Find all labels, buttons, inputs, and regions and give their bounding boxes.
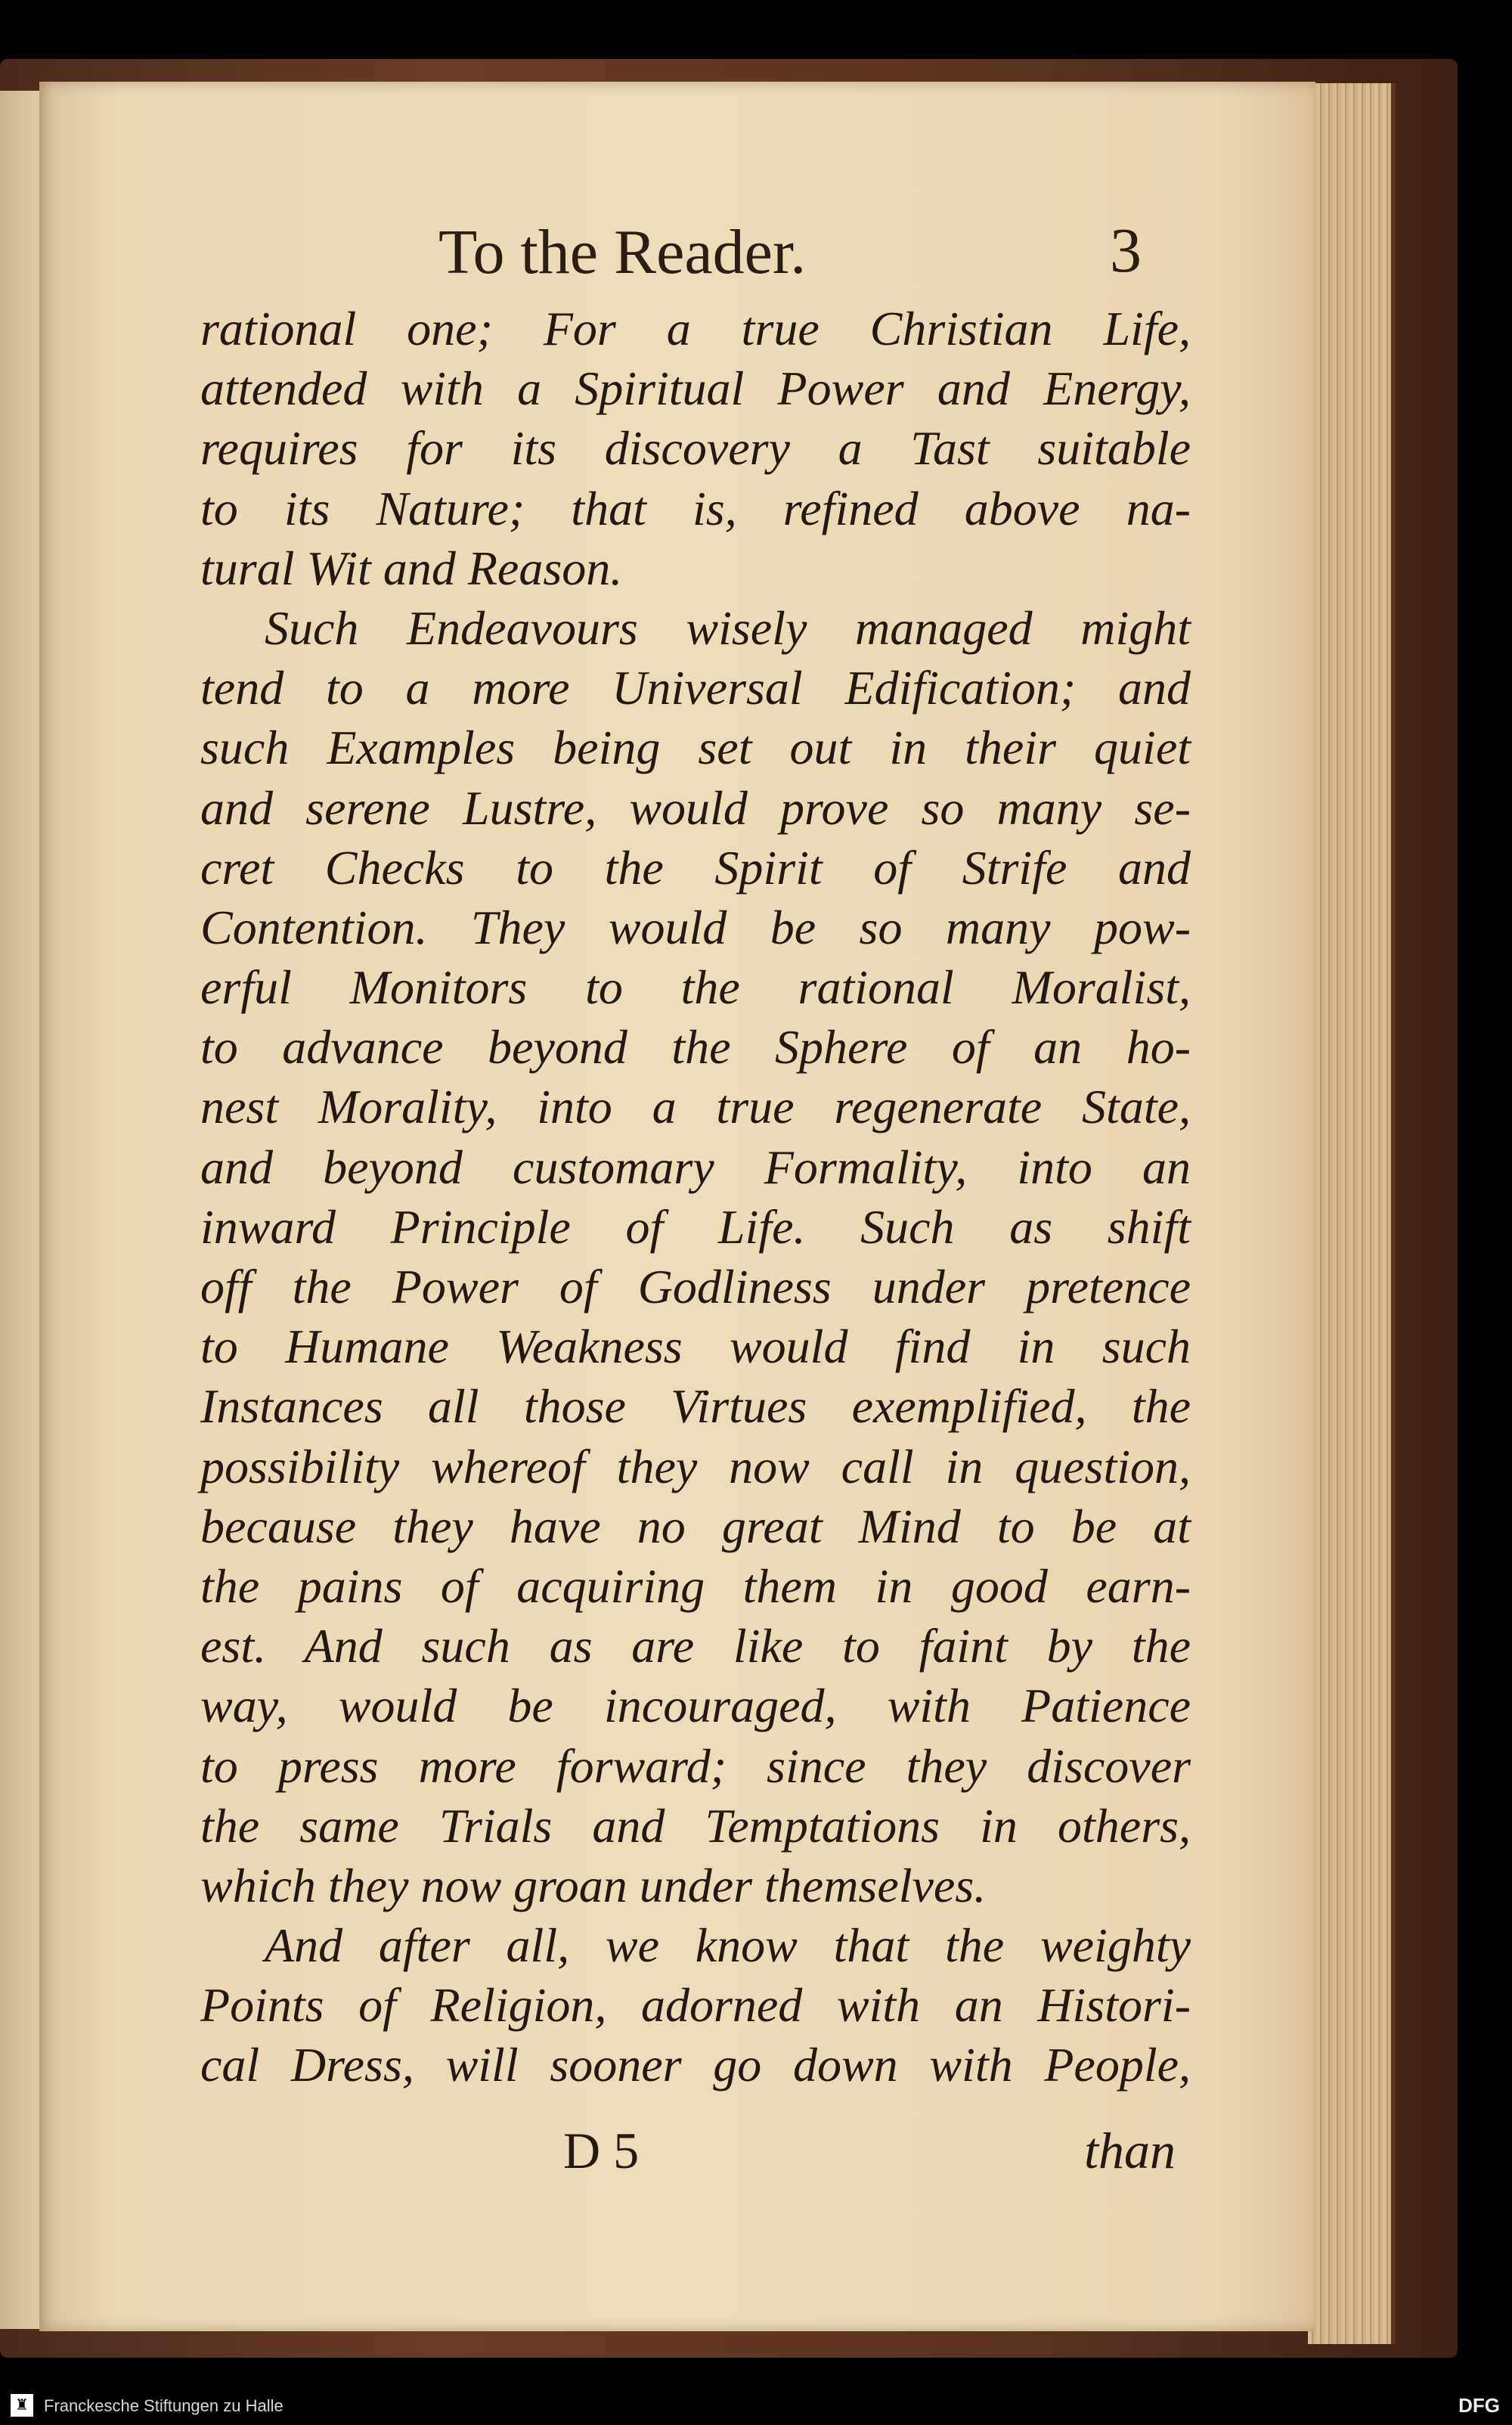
- text-line: inward Principle of Life. Such as shift: [200, 1199, 1191, 1254]
- text-line: tend to a more Universal Edification; and: [200, 661, 1191, 715]
- text-line: requires for its discovery a Tast suitable: [200, 421, 1191, 476]
- text-line: rational one; For a true Christian Life,: [200, 302, 1191, 355]
- facing-page-edge: [0, 91, 45, 2329]
- footer-institution: Franckesche Stiftungen zu Halle: [44, 2396, 284, 2415]
- text-line: the pains of acquiring them in good earn-: [200, 1558, 1191, 1613]
- body-text: [200, 299, 1191, 2095]
- signature-line: [563, 2121, 1176, 2181]
- text-line: erful Monitors to the rational Moralist,: [200, 960, 1191, 1015]
- text-line: and beyond customary Formality, into an: [200, 1140, 1191, 1194]
- page-number: 3: [1110, 216, 1142, 286]
- text-line: nest Morality, into a true regenerate State,: [200, 1080, 1191, 1134]
- text-line: the same Trials and Temptations in others,: [200, 1798, 1191, 1853]
- signature-mark: D 5: [563, 2122, 640, 2179]
- text-line: Points of Religion, adorned with an Histori-: [200, 1978, 1191, 2033]
- text-line: Such Endeavours wisely managed might: [265, 600, 1191, 655]
- text-line: which they now groan under themselves.: [200, 1858, 987, 1912]
- catchword: than: [1084, 2122, 1176, 2179]
- text-line: way, would be incouraged, with Patience: [200, 1679, 1191, 1733]
- running-head: To the Reader.: [438, 217, 807, 287]
- text-line: to advance beyond the Sphere of an ho-: [200, 1020, 1191, 1075]
- text-line: cret Checks to the Spirit of Strife and: [200, 840, 1191, 895]
- text-line: because they have no great Mind to be at: [200, 1499, 1191, 1553]
- page-edges: [1308, 83, 1396, 2344]
- text-line: cal Dress, will sooner go down with People,: [200, 2038, 1191, 2092]
- institution-logo-icon: ♜: [11, 2394, 33, 2417]
- text-line: And after all, we know that the weighty: [265, 1918, 1191, 1973]
- footer-provider-logo: DFG: [1458, 2394, 1500, 2417]
- text-line: to Humane Weakness would find in such: [200, 1319, 1191, 1374]
- text-line: attended with a Spiritual Power and Energy,: [200, 361, 1191, 416]
- text-line: possibility whereof they now call in question,: [200, 1439, 1191, 1493]
- text-line: such Examples being set out in their quiet: [200, 721, 1191, 775]
- footer-bar: [0, 2389, 1512, 2425]
- text-line: off the Power of Godliness under pretence: [200, 1260, 1191, 1313]
- text-line: tural Wit and Reason.: [200, 541, 623, 595]
- text-line: to its Nature; that is, refined above na-: [200, 481, 1191, 535]
- text-line: Contention. They would be so many pow-: [200, 900, 1191, 954]
- text-line: and serene Lustre, would prove so many se-: [200, 780, 1191, 835]
- text-line: Instances all those Virtues exemplified, the: [200, 1379, 1191, 1434]
- text-line: to press more forward; since they discover: [200, 1738, 1191, 1793]
- text-line: est. And such as are like to faint by the: [200, 1619, 1191, 1673]
